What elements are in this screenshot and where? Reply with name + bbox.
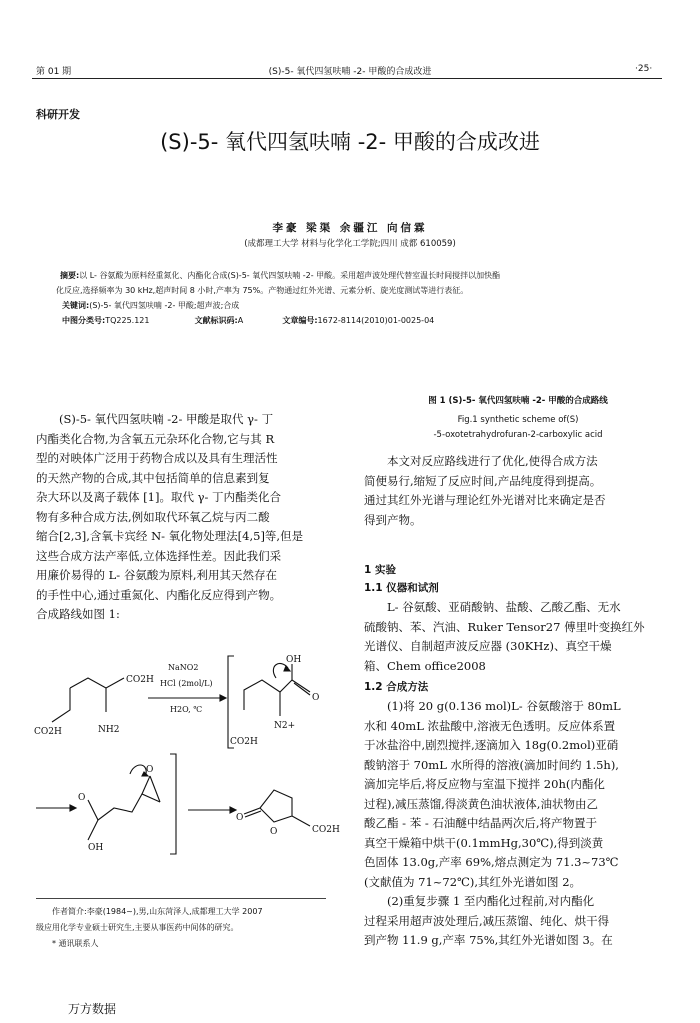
clc-label: 中图分类号: [62,316,106,325]
text-line: 的天然产物的合成,其中包括简单的信息素到复 [36,470,270,485]
label-oh-bottom: OH [88,843,104,853]
abstract-label: 摘要: [60,271,80,280]
intro-paragraph [36,410,338,625]
reagent-hcl: HCl (2mol/L) [160,679,213,688]
label-o-ring-top: O [146,765,154,775]
text-line: 物有多种合成方法,例如取代环氧乙烷与丙二酸 [36,509,270,524]
method-paragraph [364,697,666,951]
text-line: 型的对映体广泛用于药物合成以及具有生理活性 [36,451,278,465]
clc-number: TQ225.121 [105,316,150,325]
doc-code: A [237,316,244,325]
lactone-product [236,790,340,837]
text-line: 水和 40mL 浓盐酸中,溶液无色透明。反应体系置 [364,718,616,733]
section-heading-1-2: 1.2 合成方法 [364,681,429,693]
right-column [364,452,666,530]
article-no-label: 文章编号: [282,316,318,325]
text-line: 这些合成方法产率低,立体选择性差。因此我们采 [36,548,282,563]
author-bio-2: 级应用化学专业硕士研究生,主要从事医药中间体的研究。 [36,923,239,932]
keywords: (S)-5- 氧代四氢呋喃 -2- 甲酸;超声波;合成 [89,301,240,310]
figure-caption-cn: 图 1 (S)-5- 氧代四氢呋喃 -2- 甲酸的合成路线 [428,396,608,406]
abstract-line-1: 以 L- 谷氨酸为原料经重氮化、内酯化合成(S)-5- 氧代四氢呋喃 -2- 甲酸。采用超声波处理代替室温长时间搅拌以加快酯 [79,271,501,280]
section-tag: 科研开发 [36,108,80,121]
abstract [56,268,647,328]
text-line: 酸钠溶于 70mL 水所得的溶液(滴加时间约 1.5h), [364,757,619,772]
text-line: 简便易行,缩短了反应时间,产品纯度得到提高。 [364,473,602,488]
text-line: 于冰盐浴中,剧烈搅拌,逐滴加入 18g(0.2mol)亚硝 [364,738,619,752]
author-bio: 作者简介:李豪(1984~),男,山东菏泽人,成都理工大学 2007 [52,907,263,916]
running-title: (S)-5- 氧代四氢呋喃 -2- 甲酸的合成改进 [268,67,432,77]
text-line: 色固体 13.0g,产率 69%,熔点测定为 71.3~73℃ [364,855,619,869]
lactonization-intermediate [78,765,160,853]
text-line: 真空干燥箱中烘干(0.1mmHg,30℃),得到淡黄 [364,835,604,850]
text-line: 通过其红外光谱与理论红外光谱对比来确定是否 [364,493,606,507]
label-o-ring: O [270,827,278,837]
text-line: L- 谷氨酸、亚硝酸钠、盐酸、乙酸乙酯、无水 [387,600,621,614]
text-line: 得到产物。 [364,512,422,527]
label-o-lactone: O [236,813,244,823]
header-rule [32,78,662,79]
text-line: 过程采用超声波处理后,减压蒸馏、纯化、烘干得 [364,913,610,928]
label-co2h-2: CO2H [34,727,62,737]
text-line: 酸乙酯 - 苯 - 石油醚中结晶两次后,将产物置于 [364,816,598,830]
label-n2plus: N2+ [274,721,296,731]
text-line: 本文对反应路线进行了优化,使得合成方法 [387,454,598,468]
corresponding-author: * 通讯联系人 [52,939,99,948]
footnote [36,904,336,952]
page-title: (S)-5- 氧代四氢呋喃 -2- 甲酸的合成改进 [160,130,540,154]
label-o-ring-acid: O [78,793,86,803]
watermark: 万方数据 [68,1002,117,1016]
text-line: 光谱仪、自制超声波反应器 (30KHz)、真空干燥 [364,639,612,653]
doc-code-label: 文献标识码: [194,316,238,325]
text-line: (2)重复步骤 1 至内酯化过程前,对内酯化 [387,894,595,908]
instruments-paragraph [364,598,666,676]
page-number: ·25· [635,64,653,74]
label-co2h-1: CO2H [126,675,154,685]
label-co2h-3: CO2H [230,737,258,747]
text-line: 内酯类化合物,为含氧五元杂环化合物,它与其 R [36,431,275,446]
label-co2h-final: CO2H [312,825,340,835]
text-line: (文献值为 71~72℃),其红外光谱如图 2。 [364,874,582,889]
text-line: 用廉价易得的 L- 谷氨酸为原料,利用其天然存在 [36,568,277,582]
section-heading-1-1: 1.1 仪器和试剂 [364,582,439,594]
text-line: 过程),减压蒸馏,得淡黄色油状液体,油状物由乙 [364,796,598,811]
text-line: 硫酸钠、苯、汽油、Ruker Tensor27 傅里叶变换红外 [364,619,645,634]
label-oh-top: OH [286,655,302,665]
text-line: 滴加完毕后,将反应物与室温下搅拌 20h(内酯化 [364,777,605,791]
figure-caption-en-2: -5-oxotetrahydrofuran-2-carboxylic acid [433,430,603,440]
label-o-carbonyl: O [312,693,320,703]
label-nh2: NH2 [98,725,120,735]
reagent-nano2: NaNO2 [168,663,199,672]
section-heading-1: 1 实验 [364,564,396,576]
text-line: 的手性中心,通过重氮化、内酯化反应得到产物。 [36,587,282,602]
keywords-label: 关键词: [62,301,90,310]
text-line: 杂大环以及离子载体 [1]。取代 γ- 丁内酯类化合 [36,490,282,504]
reagent-water: H2O, ℃ [170,705,203,714]
footnote-rule [36,898,326,899]
glutamic-acid-structure [34,675,154,737]
article-number: 1672-8114(2010)01-0025-04 [317,316,435,325]
text-line: 到产物 11.9 g,产率 75%,其红外光谱如图 3。在 [364,933,613,947]
issue-number: 第 01 期 [36,67,72,77]
figure-caption [368,394,668,443]
text-line: 箱、Chem office2008 [364,658,486,673]
reaction-scheme [30,650,350,870]
affiliation: (成都理工大学 材料与化学化工学院;四川 成都 610059) [244,239,456,249]
diazonium-structure [230,655,319,747]
authors: 李豪 梁渠 余疆江 向信霖 [272,222,428,234]
text-line: 合成路线如图 1: [36,607,120,621]
figure-caption-en-1: Fig.1 synthetic scheme of(S) [457,415,579,425]
text-line: (1)将 20 g(0.136 mol)L- 谷氨酸溶于 80mL [387,699,621,713]
text-line: (S)-5- 氧代四氢呋喃 -2- 甲酸是取代 γ- 丁 [59,412,274,426]
text-line: 缩合[2,3],含氧卡宾经 N- 氧化物处理法[4,5]等,但是 [36,529,304,543]
abstract-line-2: 化反应,选择频率为 30 kHz,超声时间 8 小时,产率为 75%。产物通过红外光谱、元素分析、旋光度测试等进行表征。 [56,286,469,295]
